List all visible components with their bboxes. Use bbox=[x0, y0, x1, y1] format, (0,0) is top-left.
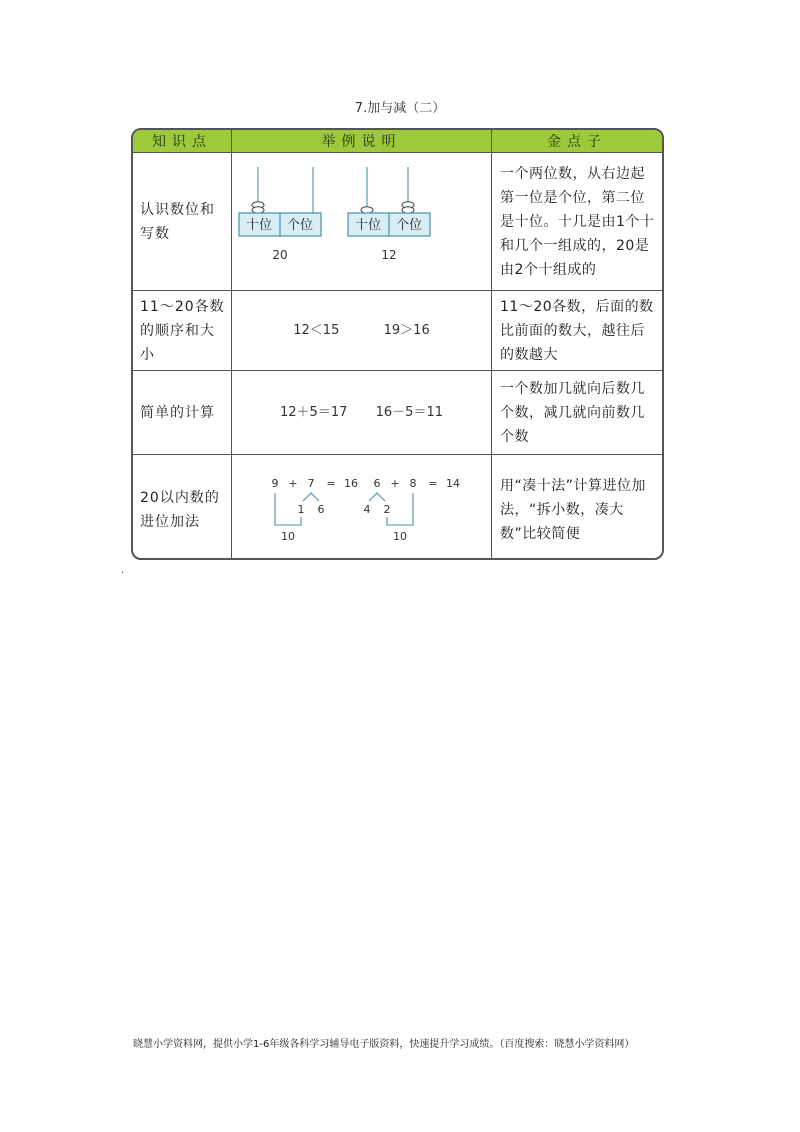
abacus-right-tens-label: 十位 bbox=[354, 218, 381, 233]
abacus-left-number: 20 bbox=[271, 248, 288, 262]
abacus-right bbox=[348, 167, 430, 262]
eq2-make-ten: 10 bbox=[392, 530, 407, 544]
make-ten-figure bbox=[233, 455, 491, 555]
table-row bbox=[133, 153, 662, 291]
page-footer: 晓慧小学资料网，提供小学1-6年级各科学习辅导电子版资料，快速提升学习成绩。（百度搜索：晓慧小学资料网） bbox=[133, 1039, 635, 1050]
page-title: 7.加与减（二） bbox=[354, 101, 446, 116]
topic-cell: 认识数位和写数 bbox=[133, 153, 232, 291]
eq2-split-2: 2 bbox=[383, 503, 390, 517]
eq1-result: 16 bbox=[343, 477, 358, 491]
topic-cell: 简单的计算 bbox=[133, 371, 232, 455]
eq1-addend-b: 7 bbox=[307, 477, 314, 491]
eq1-make-ten: 10 bbox=[280, 530, 295, 544]
eq2-equals: = bbox=[427, 477, 438, 491]
header-golden-tip: 金点子 bbox=[492, 130, 663, 153]
make-ten-eq1 bbox=[271, 477, 358, 543]
eq2-operator: + bbox=[389, 477, 400, 491]
knowledge-table bbox=[131, 128, 664, 560]
tip-cell: 用“凑十法”计算进位加法，“拆小数，凑大数”比较简便 bbox=[500, 477, 647, 542]
compare-example-b: 19＞16 bbox=[383, 322, 430, 338]
eq1-equals: = bbox=[325, 477, 336, 491]
table-header-row bbox=[133, 130, 662, 153]
abacus-left-ones-label: 个位 bbox=[286, 218, 313, 233]
calc-example-a: 12＋5＝17 bbox=[280, 404, 348, 420]
topic-cell: 20以内数的进位加法 bbox=[133, 455, 232, 561]
eq1-addend-a: 9 bbox=[271, 477, 278, 491]
abacus-left bbox=[239, 167, 321, 262]
eq2-result: 14 bbox=[445, 477, 460, 491]
tip-cell: 一个两位数，从右边起第一位是个位，第二位是十位。十几是由1个十和几个一组成的，20是由2个十组成的 bbox=[492, 153, 663, 291]
abacus-right-ones-label: 个位 bbox=[395, 218, 422, 233]
tip-cell: 11～20各数，后面的数比前面的数大，越往后的数越大 bbox=[492, 291, 663, 371]
example-cell-compare bbox=[232, 291, 492, 371]
topic-cell: 11～20各数的顺序和大小 bbox=[133, 291, 232, 371]
abacus-left-tens-label: 十位 bbox=[245, 218, 272, 233]
eq1-split-1: 1 bbox=[297, 503, 304, 517]
tip-cell: 一个数加几就向后数几个数，减几就向前数几个数 bbox=[492, 371, 663, 455]
eq2-addend-a: 6 bbox=[373, 477, 380, 491]
example-cell-calc bbox=[232, 371, 492, 455]
table-row bbox=[133, 371, 662, 455]
header-example: 举例说明 bbox=[232, 130, 492, 153]
example-cell-abacus bbox=[232, 153, 492, 291]
table-row bbox=[133, 455, 662, 561]
eq1-operator: + bbox=[287, 477, 298, 491]
header-knowledge-point: 知识点 bbox=[133, 130, 232, 153]
eq2-addend-b: 8 bbox=[409, 477, 416, 491]
make-ten-eq2 bbox=[363, 477, 460, 543]
eq2-split-1: 4 bbox=[363, 503, 370, 517]
abacus-right-number: 12 bbox=[380, 248, 397, 262]
calc-example-b: 16－5＝11 bbox=[375, 404, 443, 420]
example-cell-make-ten bbox=[232, 455, 492, 561]
table-row bbox=[133, 291, 662, 371]
compare-example-a: 12＜15 bbox=[293, 322, 340, 338]
abacus-figure bbox=[233, 153, 491, 281]
eq1-split-2: 6 bbox=[317, 503, 324, 517]
stray-dot: . bbox=[121, 565, 125, 576]
